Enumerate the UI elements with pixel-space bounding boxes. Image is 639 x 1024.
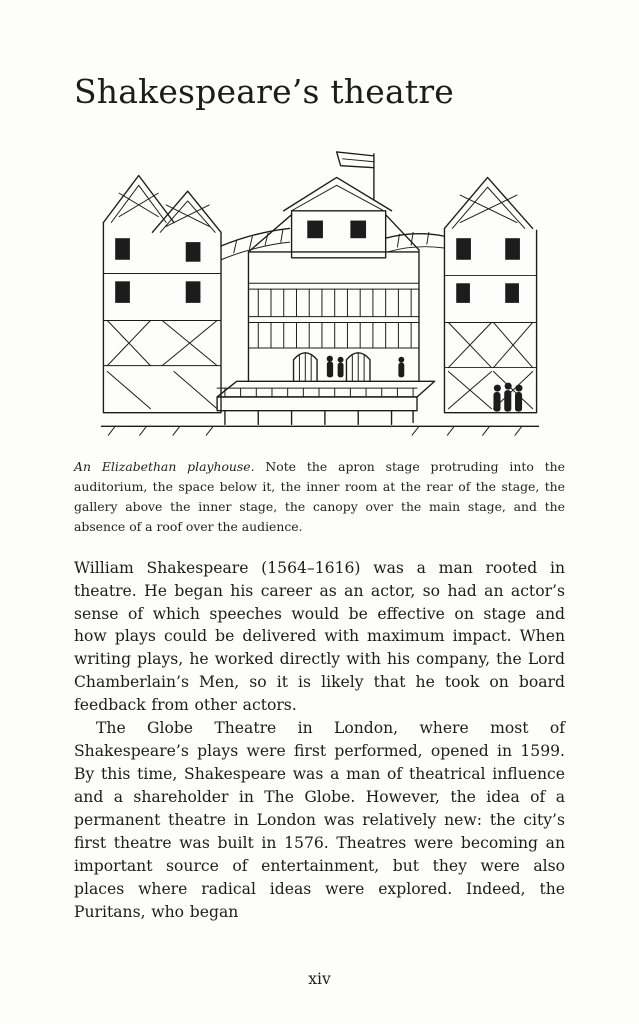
caption-text: Note the apron stage protruding into the auditorium, the space below it, the inner room at the rear of the stage, the gallery above the inner stage, the canopy over the main stage, and the absence of a roof over the audience.	[74, 459, 565, 534]
page-title: Shakespeare’s theatre	[74, 72, 455, 111]
page-number: xiv	[308, 970, 331, 988]
playhouse-illustration	[85, 150, 555, 444]
caption-lead: An Elizabethan playhouse.	[74, 459, 255, 475]
playhouse-figure	[74, 150, 565, 536]
body-paragraph-1: William Shakespeare (1564–1616) was a man rooted in theatre. He began his career as an actor, so had an actor’s sense of which speeches would be effective on stage and how plays could be delivered with maximum impact. When writing plays, he worked directly with his company, the Lord Chamberlain’s Men, so it is likely that he took on board feedback from other actors.	[74, 558, 565, 715]
body-text	[74, 557, 565, 924]
figure-caption	[74, 457, 565, 536]
body-paragraph-2: The Globe Theatre in London, where most of Shakespeare’s plays were first performed, opened in 1599. By this time, Shakespeare was a man of theatrical influence and a shareholder in The Globe. However, the idea of a permanent theatre in London was relatively new: the city’s first theatre was built in 1576. Theatres were becoming an important source of entertainment, but they were also places where radical ideas were explored. Indeed, the Puritans, who began	[74, 719, 565, 921]
